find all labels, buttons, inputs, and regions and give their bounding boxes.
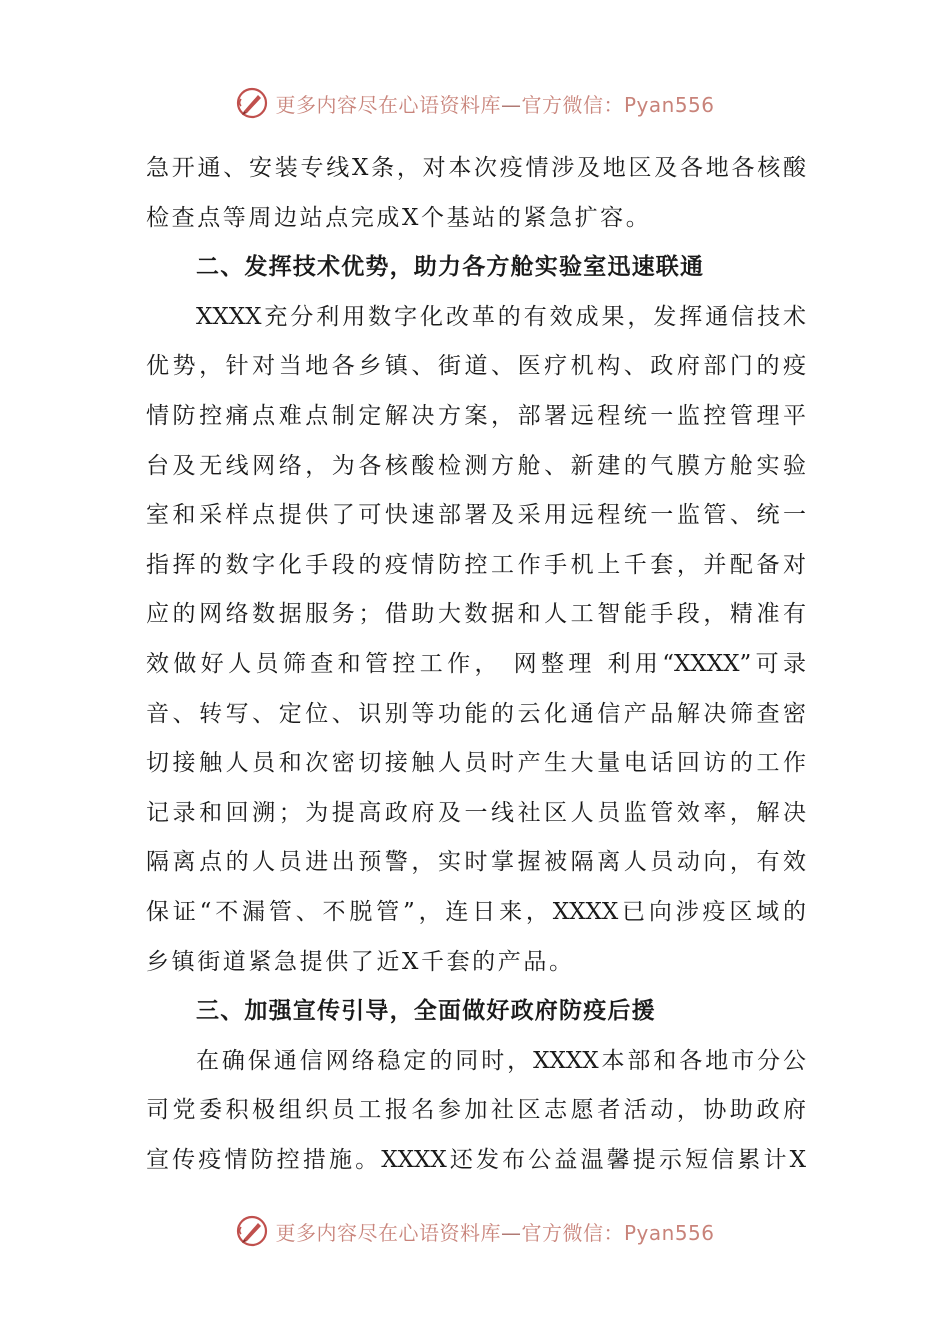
banner-text bbox=[275, 89, 714, 118]
document-body bbox=[146, 144, 806, 1185]
section-heading: 二、发挥技术优势，助力各方舱实验室迅速联通 bbox=[196, 254, 705, 281]
banner-main-text: 更多内容尽在心语资料库 bbox=[275, 92, 501, 117]
pen-logo-icon bbox=[235, 86, 269, 120]
body-text-line: 情防控痛点难点制定解决方案，部署远程统一监控管理平 bbox=[146, 402, 806, 429]
pen-logo-icon bbox=[235, 1214, 269, 1248]
banner-wechat-id: Pyan556 bbox=[623, 92, 715, 117]
banner-separator: — bbox=[500, 92, 522, 117]
body-text-line: 室和采样点提供了可快速部署及采用远程统一监管、统一 bbox=[146, 502, 806, 529]
banner-separator: — bbox=[500, 1220, 522, 1245]
body-text-line: 应的网络数据服务；借助大数据和人工智能手段，精准有 bbox=[146, 601, 806, 628]
body-text-line: XXXX充分利用数字化改革的有效成果，发挥通信技术 bbox=[196, 303, 806, 330]
body-text-line: 检查点等周边站点完成X个基站的紧急扩容。 bbox=[146, 204, 652, 231]
header-banner bbox=[0, 78, 950, 128]
body-text-line: 在确保通信网络稳定的同时，XXXX本部和各地市分公 bbox=[196, 1047, 806, 1074]
body-text-line: 指挥的数字化手段的疫情防控工作手机上千套，并配备对 bbox=[146, 551, 806, 578]
body-text-line: 司党委积极组织员工报名参加社区志愿者活动，协助政府 bbox=[146, 1097, 806, 1124]
body-text-line: 乡镇街道紧急提供了近X千套的产品。 bbox=[146, 948, 575, 975]
section-heading: 三、加强宣传引导，全面做好政府防疫后援 bbox=[196, 998, 656, 1025]
body-text-line: 台及无线网络，为各核酸检测方舱、新建的气膜方舱实验 bbox=[146, 452, 806, 479]
body-text-line: 优势，针对当地各乡镇、街道、医疗机构、政府部门的疫 bbox=[146, 353, 806, 380]
body-text-line: 急开通、安装专线X条，对本次疫情涉及地区及各地各核酸 bbox=[146, 155, 806, 181]
banner-wechat-id: Pyan556 bbox=[623, 1220, 715, 1245]
body-text-line: 效做好人员筛查和管控工作， 网整理 利用“XXXX”可录 bbox=[146, 650, 806, 677]
body-text-line: 保证“不漏管、不脱管”，连日来，XXXX已向涉疫区域的 bbox=[146, 898, 806, 925]
body-text-line: 隔离点的人员进出预警，实时掌握被隔离人员动向，有效 bbox=[146, 849, 806, 876]
body-text-line: 音、转写、定位、识别等功能的云化通信产品解决筛查密 bbox=[146, 700, 806, 727]
footer-banner bbox=[0, 1206, 950, 1256]
body-text-line: 宣传疫情防控措施。XXXX还发布公益温馨提示短信累计X bbox=[146, 1146, 806, 1173]
banner-wechat-label: 官方微信： bbox=[521, 1220, 624, 1245]
banner-wechat-label: 官方微信： bbox=[521, 92, 624, 117]
banner-main-text: 更多内容尽在心语资料库 bbox=[275, 1220, 501, 1245]
body-text-line: 切接触人员和次密切接触人员时产生大量电话回访的工作 bbox=[146, 750, 806, 777]
banner-text bbox=[275, 1217, 714, 1246]
body-text-line: 记录和回溯；为提高政府及一线社区人员监管效率，解决 bbox=[146, 799, 806, 826]
